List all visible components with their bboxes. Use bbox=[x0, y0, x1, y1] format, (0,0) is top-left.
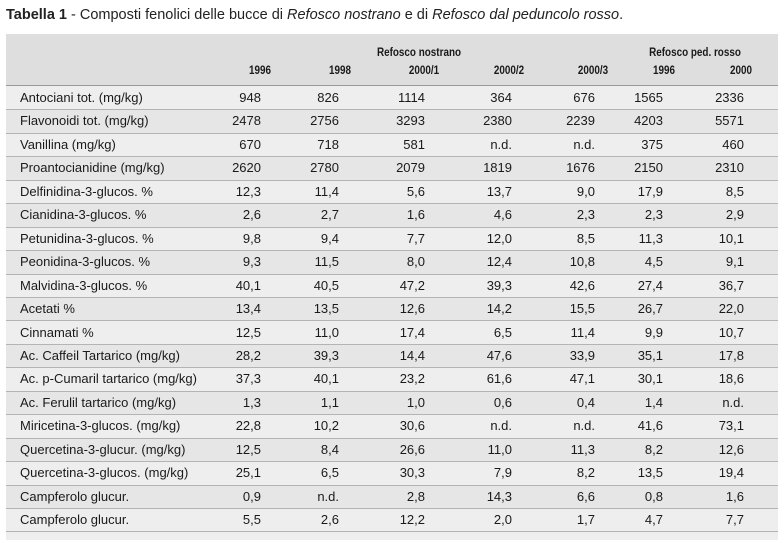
caption-variety-2: Refosco dal peduncolo rosso bbox=[432, 7, 620, 23]
table-cell: 35,1 bbox=[637, 347, 663, 363]
table-cell: 6,6 bbox=[576, 488, 595, 504]
group-header-ped-rosso: Refosco ped. rosso bbox=[649, 47, 741, 59]
row-label: Delfinidina-3-glucos. % bbox=[20, 183, 153, 199]
table-cell: 23,2 bbox=[399, 371, 425, 387]
row-label: Vanillina (mg/kg) bbox=[20, 136, 116, 152]
table-row bbox=[6, 134, 778, 157]
table-cell: 10,8 bbox=[569, 254, 595, 270]
table-cell: 8,5 bbox=[725, 183, 744, 199]
table-cell: 2336 bbox=[715, 90, 744, 105]
table-cell: 2,8 bbox=[406, 488, 425, 504]
table-row bbox=[6, 275, 778, 298]
table-cell: 1,3 bbox=[242, 394, 261, 410]
table-row bbox=[6, 298, 778, 321]
table-cell: 948 bbox=[239, 90, 261, 105]
row-label: Cianidina-3-glucos. % bbox=[20, 207, 147, 223]
table-cell: 2,9 bbox=[725, 207, 744, 223]
table-cell: n.d. bbox=[573, 136, 595, 152]
table-cell: 12,5 bbox=[235, 441, 261, 457]
column-header: 2000/3 bbox=[577, 65, 609, 77]
table-cell: 12,6 bbox=[718, 441, 744, 457]
row-label: Cinnamati % bbox=[20, 324, 94, 340]
table-row bbox=[6, 322, 778, 345]
table-cell: 36,7 bbox=[718, 277, 744, 293]
table-cell: 1114 bbox=[398, 90, 425, 105]
table-cell: 30,1 bbox=[637, 371, 663, 387]
table-cell: 22,8 bbox=[235, 418, 261, 434]
table-cell: 61,6 bbox=[486, 371, 512, 387]
table-cell: 13,4 bbox=[235, 301, 261, 317]
row-label: Peonidina-3-glucos. % bbox=[20, 254, 151, 270]
table-cell: 10,2 bbox=[313, 418, 339, 434]
table-cell: 8,4 bbox=[320, 441, 339, 457]
caption-text-2: e di bbox=[400, 7, 433, 23]
table-row bbox=[6, 509, 778, 532]
table-cell: 37,3 bbox=[235, 371, 261, 387]
table-cell: 2239 bbox=[566, 113, 595, 129]
table-cell: 2478 bbox=[232, 113, 261, 129]
table-cell: 12,5 bbox=[235, 324, 261, 340]
table-cell: 1676 bbox=[566, 160, 595, 176]
table-cell: 12,3 bbox=[235, 183, 261, 199]
table-cell: 2310 bbox=[715, 160, 744, 176]
table-cell: 2620 bbox=[232, 160, 261, 176]
table-row bbox=[6, 157, 778, 180]
table-cell: 2150 bbox=[634, 160, 663, 176]
table-cell: 0,4 bbox=[576, 394, 595, 410]
table-cell: 11,3 bbox=[570, 441, 595, 457]
table-cell: 9,8 bbox=[242, 230, 261, 246]
table-row bbox=[6, 462, 778, 485]
row-label: Quercetina-3-glucos. (mg/kg) bbox=[20, 465, 189, 481]
table-cell: 1,1 bbox=[320, 394, 339, 410]
table-cell: 670 bbox=[239, 136, 261, 152]
table-cell: n.d. bbox=[573, 418, 595, 434]
table-cell: 13,5 bbox=[313, 301, 339, 317]
caption-label: Tabella 1 bbox=[6, 7, 67, 23]
table-row bbox=[6, 486, 778, 509]
table-cell: 5,6 bbox=[406, 183, 425, 199]
table-cell: 1,7 bbox=[576, 512, 595, 528]
row-label: Petunidina-3-glucos. % bbox=[20, 230, 154, 246]
table-header bbox=[6, 34, 778, 86]
table-cell: 12,2 bbox=[399, 512, 425, 528]
table-cell: 18,6 bbox=[718, 371, 744, 387]
table-cell: 12,4 bbox=[486, 254, 512, 270]
table-cell: 2,3 bbox=[576, 207, 595, 223]
row-label: Quercetina-3-glucur. (mg/kg) bbox=[20, 441, 186, 457]
table-cell: 1,0 bbox=[406, 394, 425, 410]
table-cell: 2079 bbox=[396, 160, 425, 176]
table-cell: 10,7 bbox=[718, 324, 744, 340]
table-cell: 581 bbox=[403, 136, 425, 152]
table-cell: 2380 bbox=[483, 113, 512, 129]
table-cell: 11,4 bbox=[570, 324, 595, 340]
row-label: Campferolo glucur. bbox=[20, 488, 130, 504]
table-cell: 7,9 bbox=[493, 465, 512, 481]
table-cell: 40,1 bbox=[235, 277, 261, 293]
table-cell: 2756 bbox=[310, 113, 339, 129]
table-cell: 12,6 bbox=[399, 301, 425, 317]
table-cell: 30,3 bbox=[399, 465, 425, 481]
table-cell: 17,8 bbox=[718, 347, 744, 363]
table-cell: 2,7 bbox=[320, 207, 339, 223]
column-header: 1998 bbox=[328, 65, 352, 77]
table-cell: 1819 bbox=[483, 160, 512, 176]
table-cell: 14,3 bbox=[486, 488, 512, 504]
table-cell: 26,6 bbox=[399, 441, 425, 457]
caption-text-3: . bbox=[619, 7, 624, 23]
table-cell: 5571 bbox=[715, 113, 744, 129]
row-label: Proantocianidine (mg/kg) bbox=[20, 160, 165, 176]
table-cell: 47,6 bbox=[486, 347, 512, 363]
group-header-nostrano: Refosco nostrano bbox=[376, 47, 462, 59]
column-header: 2000/2 bbox=[493, 65, 525, 77]
table-cell: 14,2 bbox=[486, 301, 512, 317]
table-cell: 2780 bbox=[310, 160, 339, 176]
row-label: Antociani tot. (mg/kg) bbox=[20, 90, 143, 105]
table-cell: 12,0 bbox=[486, 230, 512, 246]
table-cell: 0,9 bbox=[242, 488, 261, 504]
table-cell: n.d. bbox=[490, 418, 512, 434]
table-cell: 4203 bbox=[634, 113, 663, 129]
table-cell: 8,5 bbox=[576, 230, 595, 246]
table-cell: 27,4 bbox=[637, 277, 663, 293]
table-cell: 7,7 bbox=[406, 230, 425, 246]
caption-variety-1: Refosco nostrano bbox=[287, 7, 401, 23]
table-cell: 9,1 bbox=[725, 254, 744, 270]
table-row bbox=[6, 392, 778, 415]
table-cell: 39,3 bbox=[486, 277, 512, 293]
row-label: Campferolo glucur. bbox=[20, 512, 130, 528]
table-cell: 15,5 bbox=[569, 301, 595, 317]
table-cell: 26,7 bbox=[637, 301, 663, 317]
table-cell: 4,7 bbox=[644, 512, 663, 528]
row-label: Ac. Ferulil tartarico (mg/kg) bbox=[20, 394, 177, 410]
table-cell: 47,1 bbox=[569, 371, 595, 387]
table-row bbox=[6, 228, 778, 251]
table-row bbox=[6, 204, 778, 227]
table-cell: 73,1 bbox=[718, 418, 744, 434]
table-cell: 13,7 bbox=[486, 183, 512, 199]
row-label: Acetati % bbox=[20, 301, 75, 317]
table-cell: 2,6 bbox=[320, 512, 339, 528]
table-row bbox=[6, 251, 778, 274]
table-cell: 11,3 bbox=[638, 230, 663, 246]
table-cell: 0,6 bbox=[493, 394, 512, 410]
table-row bbox=[6, 110, 778, 133]
table-cell: 39,3 bbox=[313, 347, 339, 363]
table-cell: 364 bbox=[490, 90, 512, 105]
table-cell: 11,0 bbox=[314, 324, 339, 340]
table-cell: 375 bbox=[641, 136, 663, 152]
data-table bbox=[6, 34, 778, 540]
table-row bbox=[6, 87, 778, 110]
table-cell: 0,8 bbox=[644, 488, 663, 504]
table-cell: 28,2 bbox=[235, 347, 261, 363]
table-cell: 9,9 bbox=[644, 324, 663, 340]
table-cell: 8,2 bbox=[576, 465, 595, 481]
table-cell: 41,6 bbox=[637, 418, 663, 434]
table-cell: 6,5 bbox=[493, 324, 512, 340]
table-cell: 6,5 bbox=[320, 465, 339, 481]
table-cell: 14,4 bbox=[399, 347, 425, 363]
table-cell: 47,2 bbox=[399, 277, 425, 293]
row-label: Malvidina-3-glucos. % bbox=[20, 277, 148, 293]
table-cell: 8,2 bbox=[644, 441, 663, 457]
table-cell: 7,7 bbox=[725, 512, 744, 528]
table-cell: 10,1 bbox=[718, 230, 744, 246]
table-cell: 8,0 bbox=[406, 254, 425, 270]
table-cell: 25,1 bbox=[235, 465, 261, 481]
table-cell: 1,6 bbox=[406, 207, 425, 223]
table-cell: 11,4 bbox=[314, 183, 339, 199]
row-label: Ac. Caffeil Tartarico (mg/kg) bbox=[20, 347, 180, 363]
table-cell: 718 bbox=[317, 136, 339, 152]
table-cell: n.d. bbox=[722, 394, 744, 410]
table-row bbox=[6, 181, 778, 204]
table-cell: 1565 bbox=[634, 90, 663, 105]
table-cell: 826 bbox=[317, 90, 339, 105]
column-header: 1996 bbox=[652, 65, 676, 77]
row-label: Miricetina-3-glucos. (mg/kg) bbox=[20, 418, 181, 434]
table-cell: 9,0 bbox=[576, 183, 595, 199]
table-cell: 11,5 bbox=[314, 254, 339, 270]
row-label: Flavonoidi tot. (mg/kg) bbox=[20, 113, 149, 129]
table-cell: 4,5 bbox=[644, 254, 663, 270]
column-header: 1996 bbox=[248, 65, 272, 77]
table-cell: 3293 bbox=[396, 113, 425, 129]
table-cell: 19,4 bbox=[718, 465, 744, 481]
table-cell: 42,6 bbox=[569, 277, 595, 293]
table-cell: 4,6 bbox=[493, 207, 512, 223]
table-cell: 17,9 bbox=[637, 183, 663, 199]
table-cell: n.d. bbox=[317, 488, 339, 504]
table-row bbox=[6, 345, 778, 368]
table-row bbox=[6, 439, 778, 462]
table-cell: 13,5 bbox=[637, 465, 663, 481]
table-cell: 9,3 bbox=[242, 254, 261, 270]
table-cell: 1,6 bbox=[725, 488, 744, 504]
table-cell: 2,0 bbox=[493, 512, 512, 528]
table-cell: 40,1 bbox=[313, 371, 339, 387]
table-row bbox=[6, 415, 778, 438]
table-cell: 5,5 bbox=[242, 512, 261, 528]
table-caption bbox=[6, 7, 623, 23]
table-cell: 22,0 bbox=[718, 301, 744, 317]
table-cell: 2,6 bbox=[242, 207, 261, 223]
table-cell: 17,4 bbox=[399, 324, 425, 340]
table-cell: 460 bbox=[722, 136, 744, 152]
table-row bbox=[6, 368, 778, 391]
table-cell: 1,4 bbox=[644, 394, 663, 410]
table-cell: 2,3 bbox=[644, 207, 663, 223]
caption-text-1: - Composti fenolici delle bucce di bbox=[66, 7, 288, 23]
column-header: 2000/1 bbox=[408, 65, 440, 77]
table-cell: 9,4 bbox=[320, 230, 339, 246]
row-label: Ac. p-Cumaril tartarico (mg/kg) bbox=[20, 371, 197, 387]
table-cell: n.d. bbox=[490, 136, 512, 152]
column-header: 2000 bbox=[729, 65, 753, 77]
table-cell: 30,6 bbox=[399, 418, 425, 434]
table-cell: 40,5 bbox=[313, 277, 339, 293]
table-cell: 676 bbox=[573, 90, 595, 105]
table-cell: 33,9 bbox=[569, 347, 595, 363]
table-cell: 11,0 bbox=[487, 441, 512, 457]
